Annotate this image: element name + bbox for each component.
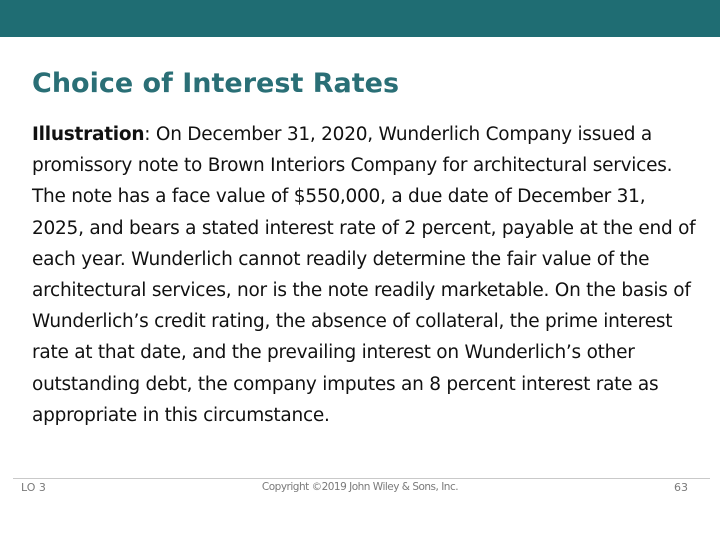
illustration-paragraph xyxy=(32,119,700,431)
top-accent-bar xyxy=(0,0,720,37)
page-number: 63 xyxy=(674,481,688,494)
footer-divider xyxy=(13,478,710,479)
illustration-text: : On December 31, 2020, Wunderlich Company issued a promissory note to Brown Interiors Company for architectural services. The note has a face value of $550,000, a due date of December 31, 2025, and bears a stated interest rate of 2 percent, payable at the end of each year. Wunderlich cannot readily determine the fair value of the architectural services, nor is the note readily marketable. On the basis of Wunderlich’s credit rating, the absence of collateral, the prime interest rate at that date, and the prevailing interest on Wunderlich’s other outstanding debt, the company imputes an 8 percent interest rate as appropriate in this circumstance. xyxy=(32,124,696,426)
learning-objective-label: LO 3 xyxy=(21,481,46,494)
copyright-notice: Copyright ©2019 John Wiley & Sons, Inc. xyxy=(261,481,459,493)
slide-footer xyxy=(0,478,720,498)
slide-title: Choice of Interest Rates xyxy=(32,68,400,99)
illustration-label: Illustration xyxy=(32,124,145,145)
